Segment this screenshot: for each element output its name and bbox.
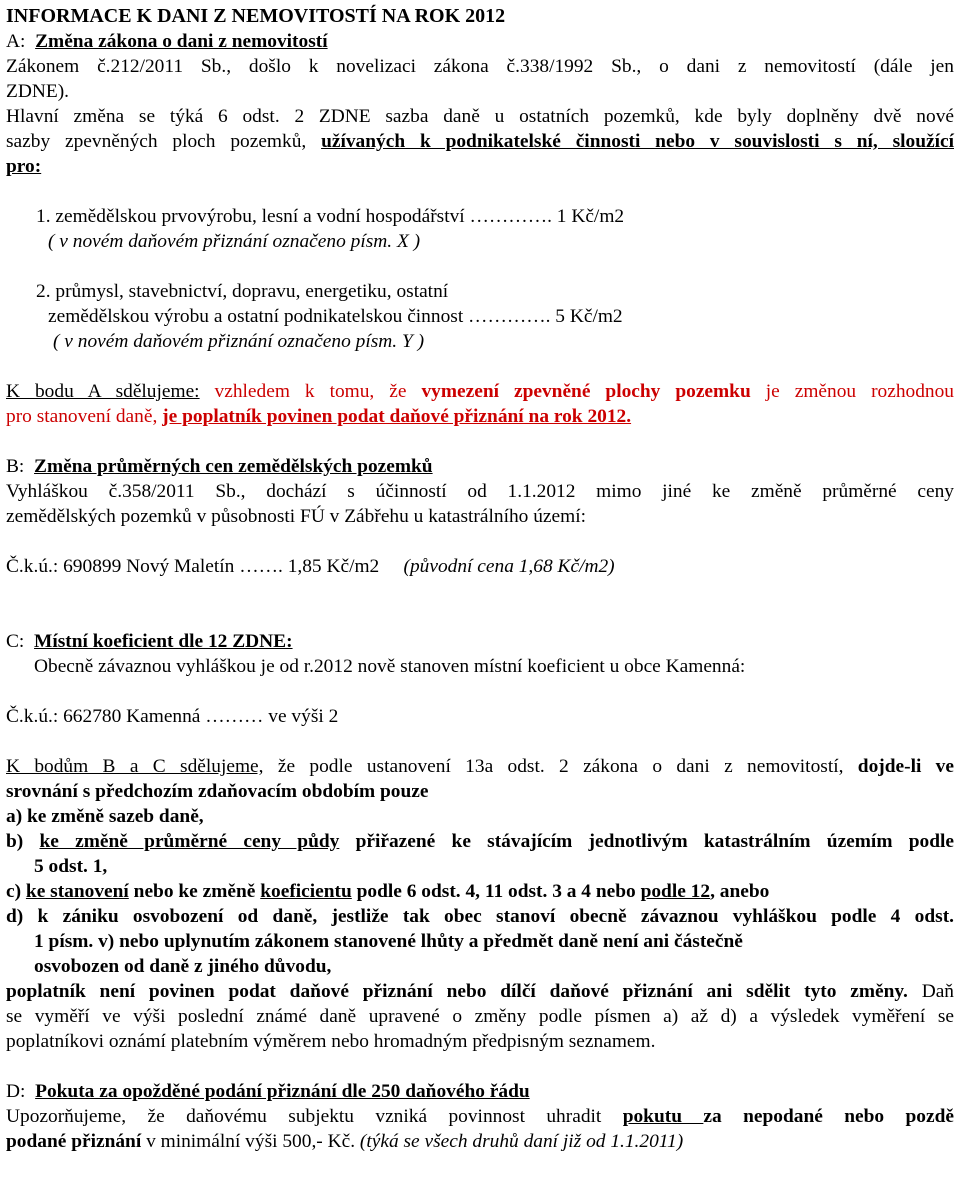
- notice-red-1: vzhledem k tomu, že: [199, 381, 422, 402]
- section-bc-conclusion-line-1: [6, 979, 954, 1004]
- section-bc-item-d-cont-1: 1 písm. v) nebo uplynutím zákonem stanovené lhůty a předmět daně není ani částečně: [34, 931, 743, 952]
- document-title: INFORMACE K DANI Z NEMOVITOSTÍ NA ROK 2012: [6, 5, 506, 27]
- section-a-title: Změna zákona o dani z nemovitostí: [35, 31, 328, 52]
- section-d-line-2-italic: (týká se všech druhů daní již od 1.1.2011): [359, 1131, 684, 1152]
- section-b-ku-note: (původní cena 1,68 Kč/m2): [403, 556, 615, 577]
- section-a-law-line-1: Zákonem č.212/2011 Sb., došlo k novelizaci zákona č.338/1992 Sb., o dani z nemovitostí (dále jen: [6, 56, 954, 77]
- item-c-end: , anebo: [710, 881, 770, 902]
- item-c-underlined-3: podle 12: [640, 881, 711, 902]
- item-c-mid-2: podle 6 odst. 4, 11 odst. 3 a 4 nebo: [351, 881, 641, 902]
- section-d-line-1: [6, 1104, 954, 1129]
- section-a-change-line-3: pro:: [6, 156, 42, 177]
- section-d-heading: [6, 1079, 954, 1104]
- section-bc-line-1-bold: dojde-li ve: [857, 756, 954, 777]
- item-c-underlined-2: koeficientu: [260, 881, 352, 902]
- section-b-title: Změna průměrných cen zemědělských pozemků: [34, 456, 433, 477]
- section-a-prefix: A:: [6, 31, 26, 52]
- notice-red-3: pro stanovení daně,: [6, 406, 163, 427]
- item-c-prefix: c): [6, 881, 26, 902]
- item-b-underlined: ke změně průměrné ceny půdy: [39, 831, 340, 852]
- section-d-line-2: [6, 1129, 954, 1154]
- section-d-line-1-bold: za nepodané nebo pozdě: [703, 1106, 955, 1127]
- conclusion-plain: Daň: [907, 981, 954, 1002]
- section-a-change-line-2: [6, 129, 954, 154]
- section-d-line-2-bold: podané přiznání: [6, 1131, 142, 1152]
- section-c-prefix: C:: [6, 631, 25, 652]
- section-a-item-2-line-1: 2. průmysl, stavebnictví, dopravu, energetiku, ostatní: [36, 281, 449, 302]
- notice-red-bold-1: vymezení zpevněné plochy pozemku: [421, 381, 751, 402]
- item-b-prefix: b): [6, 831, 40, 852]
- section-b-prefix: B:: [6, 456, 25, 477]
- change-line-2-bold: užívaných k podnikatelské činnosti nebo v souvislosti s ní, sloužící: [321, 131, 954, 152]
- section-a-item-1: 1. zemědělskou prvovýrobu, lesní a vodní hospodářství …………. 1 Kč/m2: [36, 206, 625, 227]
- section-b-heading: [6, 454, 954, 479]
- section-d-title: Pokuta za opožděné podání přiznání dle 250 daňového řádu: [35, 1081, 530, 1102]
- section-bc-item-d: d) k zániku osvobození od daně, jestliže tak obec stanoví obecně závaznou vyhláškou podle 4 odst.: [6, 906, 954, 927]
- section-d-line-1-underlined: pokutu: [622, 1106, 704, 1127]
- section-a-item-2-note: ( v novém daňovém přiznání označeno písm. Y ): [53, 331, 425, 352]
- section-c-heading: [6, 629, 954, 654]
- section-bc-item-a: a) ke změně sazeb daně,: [6, 806, 204, 827]
- section-d-prefix: D:: [6, 1081, 26, 1102]
- section-bc-line-1-plain: že podle ustanovení 13a odst. 2 zákona o dani z nemovitostí,: [263, 756, 858, 777]
- section-bc-item-b-cont: 5 odst. 1,: [34, 856, 108, 877]
- section-a-notice-line-2: [6, 404, 954, 429]
- section-bc-item-d-cont-2: osvobozen od daně z jiného důvodu,: [34, 956, 332, 977]
- notice-red-2: je změnou rozhodnou: [750, 381, 954, 402]
- section-c-ku-line: Č.k.ú.: 662780 Kamenná ……… ve výši 2: [6, 706, 339, 727]
- item-b-rest: přiřazené ke stávajícím jednotlivým katastrálním územím podle: [339, 831, 954, 852]
- section-b-ku-line: [6, 554, 954, 579]
- section-bc-line-2: srovnání s předchozím zdaňovacím obdobím pouze: [6, 781, 429, 802]
- section-d-line-2-plain: v minimální výši 500,- Kč.: [141, 1131, 360, 1152]
- section-b-decree-line-2: zemědělských pozemků v působnosti FÚ v Zábřehu u katastrálního území:: [6, 506, 586, 527]
- section-a-heading: [6, 29, 954, 54]
- section-bc-label: K bodům B a C sdělujeme,: [6, 756, 264, 777]
- section-d-line-1-plain: Upozorňujeme, že daňovému subjektu vzniká povinnost uhradit: [6, 1106, 623, 1127]
- section-bc-item-c: [6, 879, 954, 904]
- section-bc-line-1: [6, 754, 954, 779]
- conclusion-bold: poplatník není povinen podat daňové přiznání nebo dílčí daňové přiznání ani sdělit tyto změny.: [6, 981, 908, 1002]
- section-bc-conclusion-line-3: poplatníkovi oznámí platebním výměrem nebo hromadným předpisným seznamem.: [6, 1031, 656, 1052]
- section-a-notice-line-1: [6, 379, 954, 404]
- section-c-title: Místní koeficient dle 12 ZDNE:: [34, 631, 293, 652]
- change-line-2-plain: sazby zpevněných ploch pozemků,: [6, 131, 322, 152]
- item-c-underlined-1: ke stanovení: [25, 881, 129, 902]
- section-a-change-line-1: Hlavní změna se týká 6 odst. 2 ZDNE sazba daně u ostatních pozemků, kde byly doplněny dvě nové: [6, 106, 954, 127]
- section-a-item-1-note: ( v novém daňovém přiznání označeno písm. X ): [48, 231, 421, 252]
- notice-red-bold-2: je poplatník povinen podat daňové přiznání na rok 2012.: [162, 406, 632, 427]
- section-c-decree-line: Obecně závaznou vyhláškou je od r.2012 nově stanoven místní koeficient u obce Kamenná:: [34, 656, 746, 677]
- section-a-item-2-line-2: zemědělskou výrobu a ostatní podnikatelskou činnost …………. 5 Kč/m2: [48, 306, 623, 327]
- section-b-ku: Č.k.ú.: 690899 Nový Maletín ……. 1,85 Kč/m2: [6, 556, 380, 577]
- item-c-mid-1: nebo ke změně: [128, 881, 261, 902]
- section-b-decree-line-1: Vyhláškou č.358/2011 Sb., dochází s účinností od 1.1.2012 mimo jiné ke změně průměrné ceny: [6, 481, 954, 502]
- notice-label: K bodu A sdělujeme:: [6, 381, 200, 402]
- section-a-law-line-2: ZDNE).: [6, 81, 70, 102]
- section-bc-item-b: [6, 829, 954, 854]
- section-bc-conclusion-line-2: se vyměří ve výši poslední známé daně upravené o změny podle písmen a) až d) a výsledek vyměření se: [6, 1006, 954, 1027]
